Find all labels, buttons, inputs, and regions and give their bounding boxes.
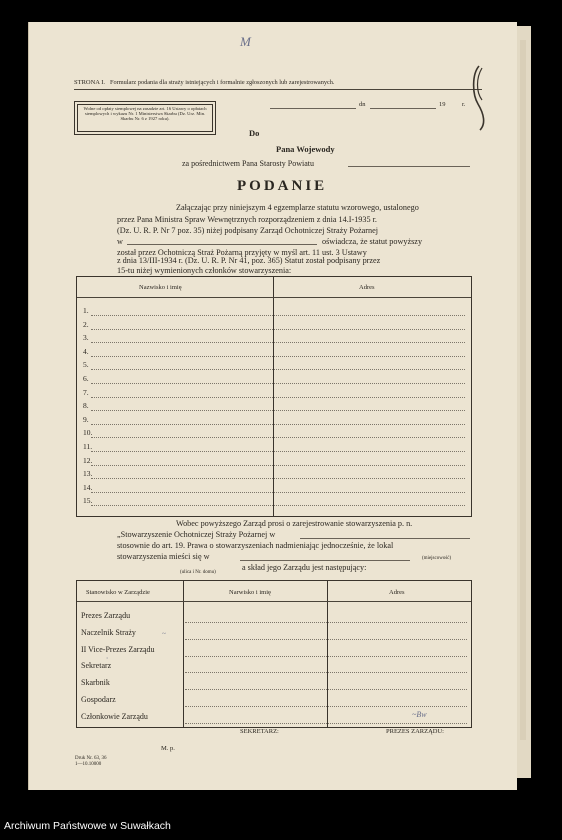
date-place-line	[270, 108, 356, 109]
para-line-2: przez Pana Ministra Spraw Wewnętrznych rozporządzeniem z dnia 14.I-1935 r.	[117, 215, 377, 224]
request-line-2: „Stowarzyszenie Ochotniczej Straży Pożarnej w	[117, 530, 276, 539]
board-row-line	[185, 723, 467, 724]
president-label: PREZES ZARZĄDU:	[386, 728, 444, 735]
powiat-line	[348, 166, 470, 167]
member-row-line	[91, 451, 465, 452]
member-row-number: 15.	[83, 496, 93, 506]
member-row-number: 14.	[83, 482, 93, 492]
pencil-mark: M	[240, 34, 251, 49]
date-suffix: r.	[462, 101, 466, 108]
board-position: Naczelnik Straży	[81, 627, 136, 637]
member-row-number: 2.	[83, 319, 89, 329]
member-row-line	[91, 315, 465, 316]
board-position: Członkowie Zarządu	[81, 711, 148, 721]
para-line-6: z dnia 13/III-1934 r. (Dz. U. R. P. Nr 41, poz. 365) Statut został podpisany przez	[117, 256, 381, 265]
date-dn: dn	[359, 101, 366, 108]
member-row-line	[91, 329, 465, 330]
member-row-number: 12.	[83, 455, 93, 465]
member-row-line	[91, 424, 465, 425]
archive-name: Archiwum Państwowe w Suwałkach	[4, 820, 171, 832]
para-line-5: został przez Ochotniczą Straż Pożarną przyjęty w myśl art. 11 ust. 3 Ustawy	[117, 248, 367, 257]
member-row-number: 4.	[83, 346, 89, 356]
street-note: (ulica i Nr. domu)	[180, 570, 216, 575]
member-row-number: 3.	[83, 333, 89, 343]
member-row-number: 8.	[83, 401, 89, 411]
board-position: II Vice-Prezes Zarządu	[81, 644, 155, 654]
stamp-fee-text: Wolne od opłaty stemplowej na zasadzie art. 16 Ustawy o opłatach stemplowych i wykazu Nr. 1 Ministerstwa Skarbu (Dz. Urz. Min. Skarbu Nr. 6 z 1927 roku).	[83, 106, 207, 122]
secretary-label: SEKRETARZ:	[240, 728, 279, 735]
members-col-name: Nazwisko i imię	[139, 284, 182, 291]
member-row-line	[91, 383, 465, 384]
form-title: Formularz podania dla straży istniejących i formalnie zgłoszonych lub zarejestrowanych.	[110, 79, 335, 86]
board-position: Gospodarz	[81, 695, 116, 704]
header-rule	[74, 89, 482, 90]
board-position: Sekretarz	[81, 661, 112, 671]
mp-label: M. p.	[161, 745, 175, 752]
address-do: Do	[249, 128, 260, 138]
board-col-address: Adres	[389, 589, 405, 596]
member-row-number: 13.	[83, 469, 93, 479]
para-line-7: 15-tu niżej wymienionych członków stowarzyszenia:	[117, 266, 292, 275]
member-row-line	[91, 437, 465, 438]
date-line	[370, 108, 436, 109]
para-line-1: Załączając przy niniejszym 4 egzemplarze statutu wzorowego, ustalonego	[176, 203, 419, 212]
board-row-line	[185, 639, 467, 640]
board-col-position: Stanowisko w Zarządzie	[86, 589, 150, 596]
request-line-4: stowarzyszenia mieści się w	[117, 552, 210, 561]
member-row-line	[91, 465, 465, 466]
para-line-3: (Dz. U. R. P. Nr 7 poz. 35) niżej podpisany Zarząd Ochotniczej Straży Pożarnej	[117, 226, 379, 235]
board-position: Skarbnik	[81, 678, 110, 688]
board-row-line	[185, 622, 467, 623]
board-table	[76, 580, 472, 728]
member-row-line	[91, 369, 465, 370]
member-row-line	[91, 356, 465, 357]
member-row-line	[91, 478, 465, 479]
board-row-line	[185, 706, 467, 707]
binder-clip-icon	[470, 64, 488, 132]
pencil-scribble: ~Bw	[412, 710, 427, 719]
request-line-1: Wobec powyższego Zarząd prosi o zarejestrowanie stowarzyszenia p. n.	[176, 519, 413, 528]
para-line-4b: oświadcza, że statut powyższy	[322, 237, 423, 246]
locality-note: (miejscowość)	[422, 556, 452, 561]
board-row-line	[185, 689, 467, 690]
form-code-1: Druk Nr. 63, 36	[75, 756, 107, 761]
premises-fill-line	[240, 560, 410, 561]
board-row-line	[185, 672, 467, 673]
date-year: 19	[439, 101, 446, 108]
paper-stack-edge-inner	[520, 40, 526, 740]
para-line-4a: w	[117, 237, 123, 246]
archive-footer	[0, 812, 562, 840]
member-row-line	[91, 505, 465, 506]
stamp-fee-box	[74, 101, 216, 135]
members-col-address: Adres	[359, 284, 375, 291]
pencil-tick-2: ·	[106, 654, 108, 663]
member-row-number: 5.	[83, 360, 89, 370]
request-line-3: stosownie do art. 19. Prawa o stowarzyszeniach nadmieniając jednocześnie, że lokal	[117, 541, 394, 550]
member-row-line	[91, 397, 465, 398]
board-row-line	[185, 656, 467, 657]
locality-fill-line	[300, 538, 470, 539]
member-row-number: 10.	[83, 428, 93, 438]
page-label: STRONA I.	[74, 79, 106, 86]
recipient: Pana Wojewody	[276, 144, 335, 154]
place-fill-line	[127, 244, 317, 245]
member-row-line	[91, 492, 465, 493]
members-table	[76, 276, 472, 517]
via-line: za pośrednictwem Pana Starosty Powiatu	[182, 159, 314, 168]
pencil-tick-1: ~	[162, 630, 166, 638]
member-row-number: 11.	[83, 442, 93, 451]
request-line-5: a skład jego Zarządu jest następujący:	[242, 563, 367, 572]
board-col-name: Narwisko i imię	[229, 589, 271, 596]
member-row-line	[91, 342, 465, 343]
document-title: PODANIE	[237, 178, 328, 194]
board-position: Prezes Zarządu	[81, 611, 131, 620]
form-code-2: 1—10.10000	[75, 762, 102, 767]
member-row-number: 7.	[83, 387, 89, 397]
member-row-number: 9.	[83, 414, 89, 424]
member-row-number: 1.	[83, 306, 89, 315]
member-row-number: 6.	[83, 374, 89, 383]
member-row-line	[91, 410, 465, 411]
